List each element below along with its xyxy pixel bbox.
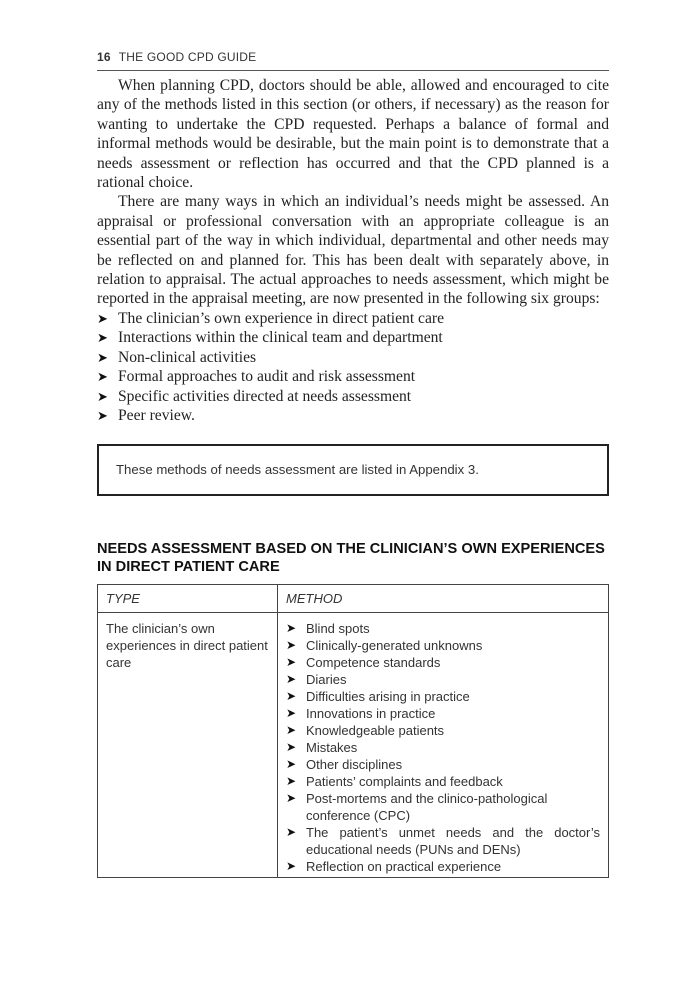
type-cell: The clinician’s own experiences in direct patient care [98, 613, 278, 878]
paragraph-1: When planning CPD, doctors should be able, allowed and encouraged to cite any of the methods listed in this section (or others, if necessary) as the reason for wanting to undertake the CPD requested. Perhaps a balance of formal and informal methods would be desirable, but the main point is to demonstrate that a needs assessment or reflection has occurred and that the CPD planned is a rational choice. [97, 77, 609, 192]
list-item: ➤ Interactions within the clinical team and department [97, 329, 443, 347]
arrow-bullet-icon: ➤ [286, 655, 297, 669]
arrow-bullet-icon: ➤ [286, 621, 297, 635]
paragraph-2: There are many ways in which an individual’s needs might be assessed. An appraisal or professional conversation with an appropriate colleague is an essential part of the way in which individual, departmental and other needs may be reflected on and planned for. This has been dealt with separately above, in relation to appraisal. The actual approaches to needs assessment, which might be reported in the appraisal meeting, are now presented in the following six groups: [97, 193, 609, 308]
arrow-bullet-icon: ➤ [286, 757, 297, 771]
list-item: ➤ Knowledgeable patients [286, 723, 445, 738]
arrow-bullet-icon: ➤ [286, 723, 297, 737]
arrow-bullet-icon: ➤ [286, 706, 297, 720]
list-item: ➤ Specific activities directed at needs assessment [97, 387, 412, 405]
column-header-type: TYPE [98, 585, 278, 613]
note-text: These methods of needs assessment are listed in Appendix 3. [116, 462, 479, 477]
arrow-bullet-icon: ➤ [97, 407, 108, 423]
arrow-bullet-icon: ➤ [286, 825, 297, 839]
list-item: ➤ Innovations in practice [286, 706, 436, 721]
list-item: ➤ Post-mortems and the clinico-pathological conference (CPC) [286, 791, 548, 823]
list-item: ➤ Formal approaches to audit and risk assessment [97, 368, 416, 386]
arrow-bullet-icon: ➤ [97, 349, 108, 365]
list-item: ➤ Competence standards [286, 655, 441, 670]
book-title: THE GOOD CPD GUIDE [118, 50, 257, 64]
note-box [97, 444, 609, 496]
header-rule [97, 70, 609, 71]
list-item: ➤ The clinician’s own experience in direct patient care [97, 309, 445, 327]
method-cell [278, 613, 609, 878]
list-item: ➤ Non-clinical activities [97, 348, 257, 366]
arrow-bullet-icon: ➤ [286, 672, 297, 686]
body-text [97, 76, 609, 425]
page-number: 16 [97, 50, 111, 64]
arrow-bullet-icon: ➤ [286, 774, 297, 788]
arrow-bullet-icon: ➤ [97, 330, 108, 346]
list-item: ➤ Clinically-generated unknowns [286, 638, 483, 653]
list-item: ➤ Peer review. [97, 406, 195, 424]
arrow-bullet-icon: ➤ [286, 689, 297, 703]
arrow-bullet-icon: ➤ [97, 388, 108, 404]
list-item: ➤ Mistakes [286, 740, 358, 755]
table-header-row [98, 585, 609, 613]
arrow-bullet-icon: ➤ [286, 740, 297, 754]
section-heading: NEEDS ASSESSMENT BASED ON THE CLINICIAN’S OWN EXPERIENCES IN DIRECT PATIENT CARE [97, 541, 605, 575]
needs-group-list [97, 309, 609, 425]
list-item: ➤ Difficulties arising in practice [286, 689, 470, 704]
table-row [98, 613, 609, 878]
running-head [97, 50, 256, 64]
needs-assessment-table [97, 584, 609, 878]
method-list [286, 620, 600, 875]
arrow-bullet-icon: ➤ [97, 369, 108, 385]
list-item: ➤ Patients’ complaints and feedback [286, 774, 503, 789]
list-item: ➤ The patient’s unmet needs and the doctor’s educational needs (PUNs and DENs) [286, 825, 600, 857]
column-header-method: METHOD [278, 585, 609, 613]
list-item: ➤ Reflection on practical experience [286, 859, 502, 874]
list-item: ➤ Other disciplines [286, 757, 403, 772]
arrow-bullet-icon: ➤ [286, 791, 297, 805]
list-item: ➤ Blind spots [286, 621, 370, 636]
arrow-bullet-icon: ➤ [286, 638, 297, 652]
arrow-bullet-icon: ➤ [286, 859, 297, 873]
arrow-bullet-icon: ➤ [97, 310, 108, 326]
list-item: ➤ Diaries [286, 672, 347, 687]
